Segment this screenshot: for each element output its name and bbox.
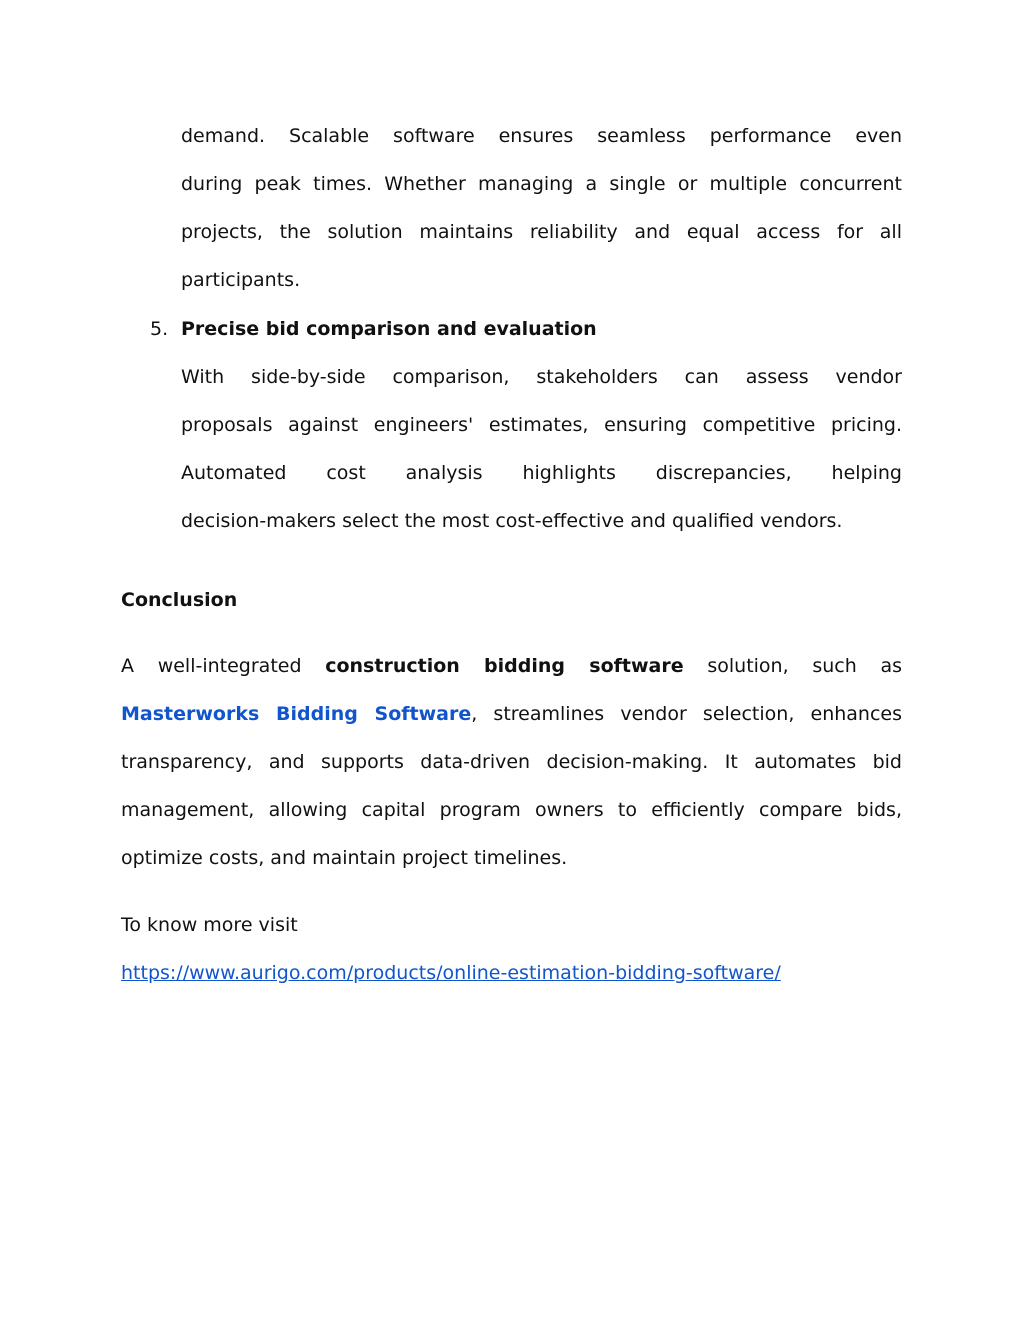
paragraph-line: projects, the solution maintains reliability and equal access for all [181,221,902,243]
list-item-line: Automated cost analysis highlights discrepancies, helping [181,462,902,484]
conclusion-text: , streamlines vendor selection, enhances [471,703,902,725]
construction-bidding-software-emphasis: construction bidding software [325,655,684,677]
conclusion-line [121,652,902,680]
paragraph-line: participants. [181,269,301,291]
more-info-label: To know more visit [121,914,298,936]
conclusion-line: transparency, and supports data-driven decision-making. It automates bid [121,751,902,773]
conclusion-line: optimize costs, and maintain project timelines. [121,847,568,869]
more-info-url-line [121,959,902,987]
aurigo-product-link[interactable]: https://www.aurigo.com/products/online-estimation-bidding-software/ [121,962,781,984]
conclusion-line [121,700,902,728]
list-item-title: Precise bid comparison and evaluation [181,318,597,340]
conclusion-text: A well-integrated [121,655,302,677]
conclusion-text: solution, such as [707,655,902,677]
section-heading-conclusion: Conclusion [121,589,238,611]
paragraph-line: demand. Scalable software ensures seamless performance even [181,125,902,147]
list-item-line: With side-by-side comparison, stakeholders can assess vendor [181,366,902,388]
conclusion-line: management, allowing capital program owners to efficiently compare bids, [121,799,902,821]
list-number: 5. [150,318,169,340]
paragraph-line: during peak times. Whether managing a single or multiple concurrent [181,173,902,195]
list-item-line: decision-makers select the most cost-effective and qualified vendors. [181,510,843,532]
list-item-line: proposals against engineers' estimates, ensuring competitive pricing. [181,414,902,436]
masterworks-bidding-software-link[interactable]: Masterworks Bidding Software [121,703,472,725]
